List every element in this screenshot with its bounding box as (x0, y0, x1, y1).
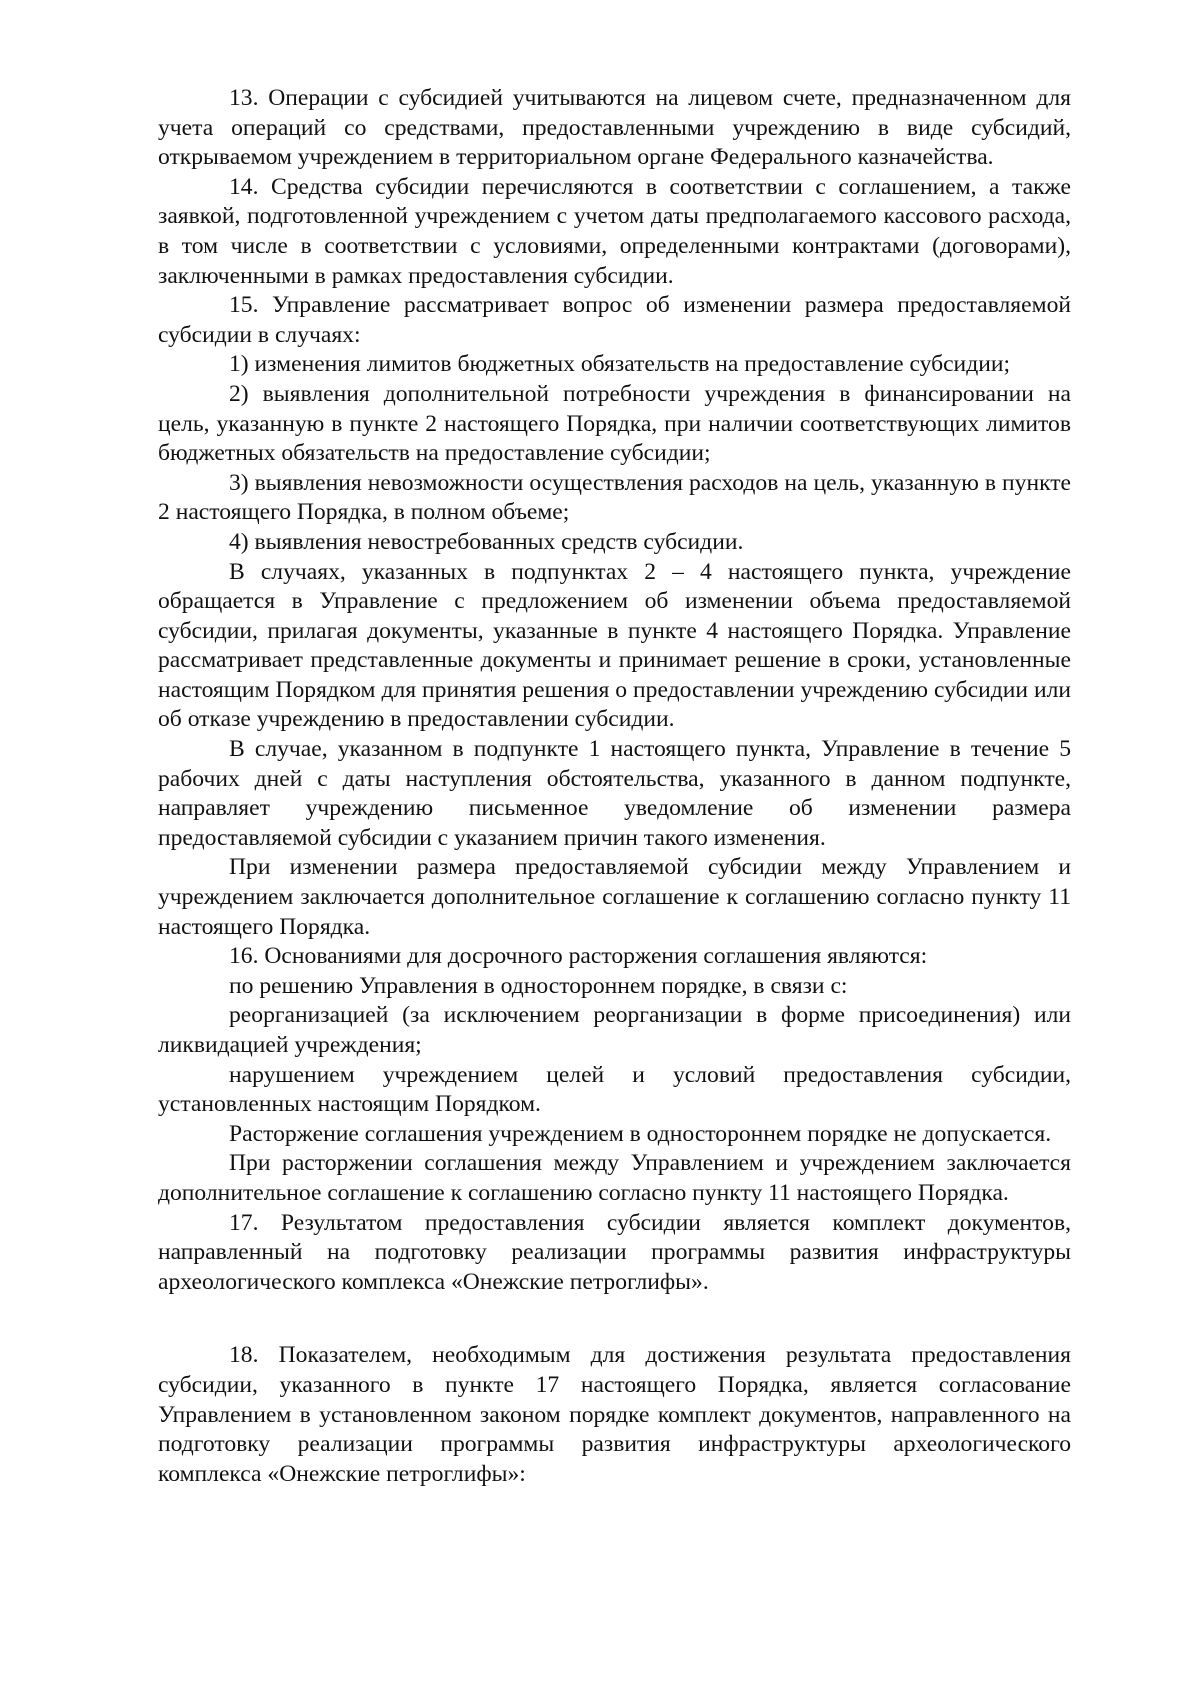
paragraph-15-additional-agreement: При изменении размера предоставляемой субсидии между Управлением и учреждением заключается дополнительное соглашение к соглашению согласно пункту 11 настоящего Порядка. (158, 854, 1071, 940)
paragraph-gap (158, 1297, 1071, 1341)
paragraph-13: 13. Операции с субсидией учитываются на лицевом счете, предназначенном для учета операций со средствами, предоставленными учреждению в виде субсидий, открываемом учреждением в территориальном органе Федерального казначейства. (158, 85, 1071, 171)
paragraph-14: 14. Средства субсидии перечисляются в соответствии с соглашением, а также заявкой, подготовленной учреждением с учетом даты предполагаемого кассового расхода, в том числе в соответствии с условиями, определенными контрактами (договорами), заключенными в рамках предоставления субсидии. (158, 173, 1071, 289)
paragraph-15-item-1: 1) изменения лимитов бюджетных обязательств на предоставление субсидии; (229, 351, 1011, 378)
document-body (158, 84, 1071, 1489)
paragraph-16-violation: нарушением учреждением целей и условий предоставления субсидии, установленных настоящим Порядком. (158, 1061, 1071, 1118)
paragraph-15-item-3: 3) выявления невозможности осуществления расходов на цель, указанную в пункте 2 настоящего Порядка, в полном объеме; (158, 469, 1071, 526)
paragraph-18: 18. Показателем, необходимым для достижения результата предоставления субсидии, указанного в пункте 17 настоящего Порядка, является согласование Управлением в установленном законом порядке комплект документов, направленного на подготовку реализации программы развития инфраструктуры археологического комплекса «Онежские петроглифы»: (158, 1342, 1071, 1487)
paragraph-15-item-4: 4) выявления невостребованных средств субсидии. (229, 528, 744, 555)
paragraph-15: 15. Управление рассматривает вопрос об изменении размера предоставляемой субсидии в случаях: (158, 292, 1071, 348)
paragraph-16: 16. Основаниями для досрочного расторжения соглашения являются: (229, 943, 928, 970)
paragraph-16-not-allowed: Расторжение соглашения учреждением в одностороннем порядке не допускается. (229, 1120, 1052, 1147)
paragraph-16-reorganization: реорганизацией (за исключением реорганизации в форме присоединения) или ликвидацией учреждения; (158, 1002, 1071, 1058)
paragraph-15-item-2: 2) выявления дополнительной потребности учреждения в финансировании на цель, указанную в пункте 2 настоящего Порядка, при наличии соответствующих лимитов бюджетных обязательств на предоставление субсидии; (158, 380, 1071, 467)
paragraph-15-cases-2-4: В случаях, указанных в подпунктах 2 – 4 настоящего пункта, учреждение обращается в Управление с предложением об изменении объема предоставляемой субсидии, прилагая документы, указанные в пункте 4 настоящего Порядка. Управление рассматривает представленные документы и принимает решение в сроки, установленные настоящим Порядком для принятия решения о предоставлении учреждению субсидии или об отказе учреждению в предоставлении субсидии. (158, 558, 1071, 733)
paragraph-16-termination: При расторжении соглашения между Управлением и учреждением заключается дополнительное соглашение к соглашению согласно пункту 11 настоящего Порядка. (158, 1150, 1071, 1206)
paragraph-16-unilateral: по решению Управления в одностороннем порядке, в связи с: (229, 972, 848, 999)
paragraph-17: 17. Результатом предоставления субсидии является комплект документов, направленный на подготовку реализации программы развития инфраструктуры археологического комплекса «Онежские петроглифы». (158, 1209, 1071, 1295)
paragraph-15-case-1: В случае, указанном в подпункте 1 настоящего пункта, Управление в течение 5 рабочих дней с даты наступления обстоятельства, указанного в данном подпункте, направляет учреждению письменное уведомление об изменении размера предоставляемой субсидии с указанием причин такого изменения. (158, 736, 1071, 851)
